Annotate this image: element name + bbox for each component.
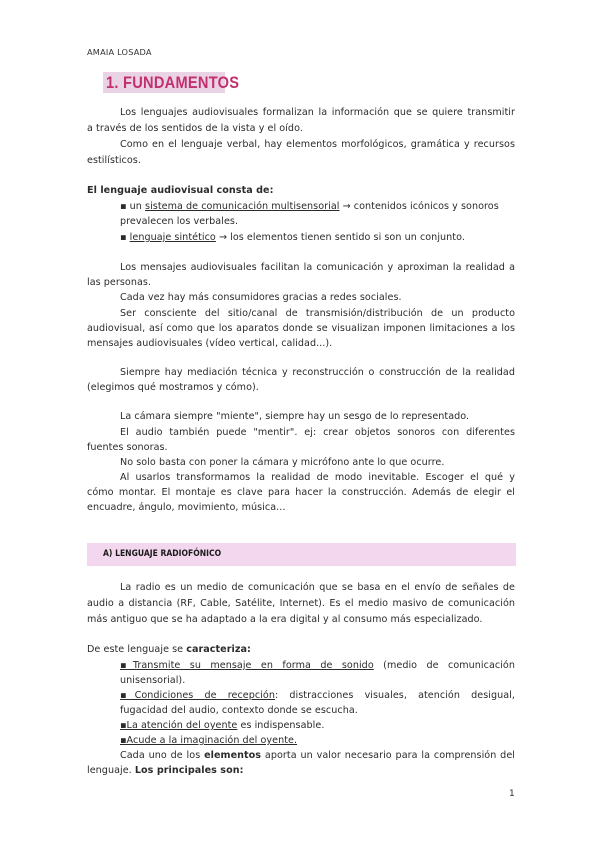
paragraph-line: [87, 642, 251, 657]
paragraph-line: Al usarlos transformamos la realidad de modo inevitable. Escoger el qué y: [120, 472, 515, 483]
paragraph-line: La cámara siempre "miente", siempre hay un sesgo de lo representado.: [120, 411, 470, 422]
bold-term: elementos: [204, 750, 262, 761]
paragraph-line: encuadre, ángulo, movimiento, música...: [87, 502, 286, 513]
underlined-term: lenguaje sintético: [129, 232, 216, 243]
paragraph-line: [87, 763, 243, 778]
page-number: 1: [509, 789, 515, 799]
paragraph-line: mensajes audiovisuales (vídeo vertical, calidad...).: [87, 338, 333, 349]
bullet-item: [120, 718, 324, 733]
underlined-term: sistema de comunicación multisensorial: [145, 201, 340, 212]
paragraph-line: las personas.: [87, 277, 152, 288]
underlined-term: ▪Acude a la imaginación del oyente.: [120, 735, 298, 746]
bullet-item-continued: prevalecen los verbales.: [120, 216, 239, 227]
bullet-item: [120, 688, 515, 703]
paragraph-line: (elegimos qué mostramos y cómo).: [87, 382, 259, 393]
paragraph-line: La radio es un medio de comunicación que se basa en el envío de señales de: [120, 582, 515, 593]
bold-term: caracteriza:: [186, 644, 251, 655]
bold-term: Los principales son:: [134, 765, 244, 776]
bullet-item-continued: unisensorial).: [120, 675, 186, 686]
author-header: AMAIA LOSADA: [87, 47, 152, 57]
bullet-item: [120, 733, 297, 748]
paragraph-line: Siempre hay mediación técnica y reconstrucción o construcción de la realidad: [120, 367, 515, 378]
paragraph-line: [120, 748, 515, 763]
paragraph-line: Como en el lenguaje verbal, hay elementos morfológicos, gramática y recursos: [120, 139, 515, 150]
paragraph-line: más antiguo que se ha adaptado a la era digital y al consumo más especializado.: [87, 614, 483, 625]
bullet-item: [120, 199, 499, 214]
text-run: Cada uno de los: [120, 750, 205, 761]
text-run: lenguaje.: [87, 765, 135, 776]
bullet-text: → los elementos tienen sentido si son un conjunto.: [215, 232, 465, 243]
bullet-text: (medio de comunicación: [373, 660, 515, 671]
underlined-term: ▪Condiciones de recepción: [120, 690, 275, 701]
bullet-item: [120, 230, 465, 245]
paragraph-line: audiovisual, así como que los aparatos donde se visualizan imponen limitaciones a los: [87, 323, 515, 334]
paragraph-line: El audio también puede "mentir". ej: crear objetos sonoros con diferentes: [120, 427, 515, 438]
paragraph-line: audio a distancia (RF, Cable, Satélite, Internet). Es el medio masivo de comunicación: [87, 598, 515, 609]
text-run: aporta un valor necesario para la comprensión del: [261, 750, 515, 761]
paragraph-line: fuentes sonoras.: [87, 442, 168, 453]
underlined-term: ▪Transmite su mensaje en forma de sonido: [120, 660, 374, 671]
subheading: El lenguaje audiovisual consta de:: [87, 185, 274, 196]
bullet-item-continued: fugacidad del audio, contexto donde se escucha.: [120, 705, 358, 716]
paragraph-line: Ser consciente del sitio/canal de transmisión/distribución de un producto: [120, 308, 515, 319]
text-run: De este lenguaje se: [87, 644, 187, 655]
paragraph-line: cómo montar. El montaje es clave para hacer la construcción. Además de elegir el: [87, 487, 515, 498]
bullet-prefix: ▪ un: [120, 201, 146, 212]
paragraph-line: estilísticos.: [87, 155, 141, 166]
bullet-prefix: ▪: [120, 232, 130, 243]
section-heading: A) LENGUAJE RADIOFÓNICO: [103, 549, 222, 559]
bullet-item: [120, 658, 515, 673]
paragraph-line: Cada vez hay más consumidores gracias a redes sociales.: [120, 292, 402, 303]
paragraph-line: a través de los sentidos de la vista y el oído.: [87, 123, 303, 134]
bullet-text: → contenidos icónicos y sonoros: [339, 201, 499, 212]
bullet-text: : distracciones visuales, atención desigual,: [274, 690, 515, 701]
bullet-text: es indispensable.: [237, 720, 325, 731]
paragraph-line: No solo basta con poner la cámara y micrófono ante lo que ocurre.: [120, 457, 445, 468]
underlined-term: ▪La atención del oyente: [120, 720, 238, 731]
paragraph-line: Los mensajes audiovisuales facilitan la comunicación y aproximan la realidad a: [120, 262, 515, 273]
page-title: 1. FUNDAMENTOS: [106, 73, 240, 92]
paragraph-line: Los lenguajes audiovisuales formalizan la información que se quiere transmitir: [120, 107, 515, 118]
